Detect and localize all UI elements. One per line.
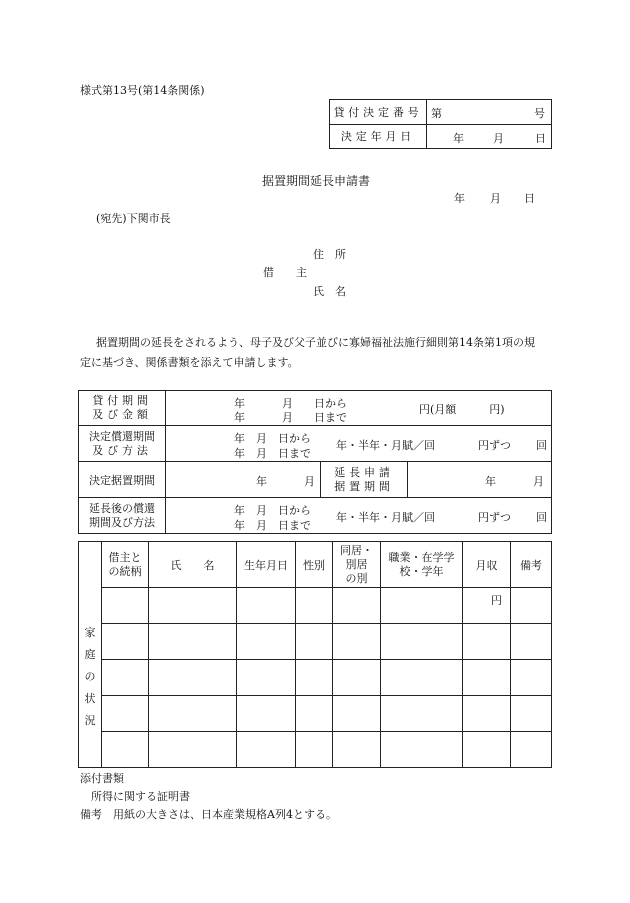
repayment-period-label: 決定償還期間 及び方法	[79, 426, 166, 462]
name-label: 氏 名	[313, 285, 346, 298]
decision-date-value[interactable]: 年 月 日	[427, 124, 552, 149]
main-table	[78, 390, 552, 534]
loan-number-label: 貸付決定番号	[330, 100, 427, 125]
header-living: 同居・ 別居 の別	[333, 542, 381, 588]
family-row	[79, 696, 552, 732]
family-row	[79, 624, 552, 660]
decision-date-label: 決定年月日	[330, 124, 427, 149]
date-year: 年	[454, 192, 465, 205]
header-job: 職業・在学学 校・学年	[381, 542, 463, 588]
header-remarks: 備考	[511, 542, 552, 588]
form-number: 様式第13号(第14条関係)	[80, 84, 205, 97]
attachment-item: 所得に関する証明書	[91, 790, 190, 803]
loan-number-value[interactable]: 第 号	[427, 100, 552, 125]
header-relation: 借主と の続柄	[102, 542, 149, 588]
deferment-period-label: 決定据置期間	[79, 462, 166, 498]
loan-number-box	[329, 99, 552, 149]
note: 備考 用紙の大きさは、日本産業規格A列4とする。	[80, 808, 337, 821]
addressee: (宛先)下関市長	[96, 212, 171, 225]
family-row	[79, 660, 552, 696]
date-day: 日	[524, 192, 535, 205]
extension-period-value[interactable]: 年 月	[485, 475, 544, 488]
income-yen[interactable]: 円	[463, 588, 511, 624]
post-extension-label: 延長後の償還 期間及び方法	[79, 498, 166, 534]
header-birth: 生年月日	[237, 542, 296, 588]
loan-period-value[interactable]: 年 月 日から 年 月 日まで 円(月額 円)	[166, 391, 552, 426]
address-label: 住 所	[313, 248, 346, 261]
body-text-line1: 据置期間の延長をされるよう、母子及び父子並びに寡婦福祉法施行細則第14条第1項の規	[96, 336, 535, 349]
attachments-label: 添付書類	[80, 772, 124, 785]
family-side-label: 家 庭 の 状 況	[79, 542, 102, 768]
monthly-amount: 円(月額 円)	[419, 403, 505, 416]
header-income: 月収	[463, 542, 511, 588]
header-name: 氏 名	[149, 542, 237, 588]
family-row	[79, 588, 552, 624]
date-month: 月	[490, 192, 501, 205]
deferment-period-value[interactable]: 年 月	[166, 462, 321, 497]
header-sex: 性別	[296, 542, 333, 588]
family-row	[79, 732, 552, 768]
repayment-period-value[interactable]: 年 月 日から 年 月 日まで 年・半年・月賦／回 円ずつ 回	[166, 426, 552, 462]
body-text-line2: 定に基づき、関係書類を添えて申請します。	[80, 356, 299, 369]
post-extension-value[interactable]: 年 月 日から 年 月 日まで 年・半年・月賦／回 円ずつ 回	[166, 498, 552, 534]
family-table	[78, 541, 552, 768]
loan-period-label: 貸付期間 及び金額	[79, 391, 166, 426]
page-title: 据置期間延長申請書	[262, 174, 371, 188]
borrower-label: 借 主	[263, 266, 307, 279]
extension-period-label: 延長申請 据置期間	[321, 462, 408, 497]
